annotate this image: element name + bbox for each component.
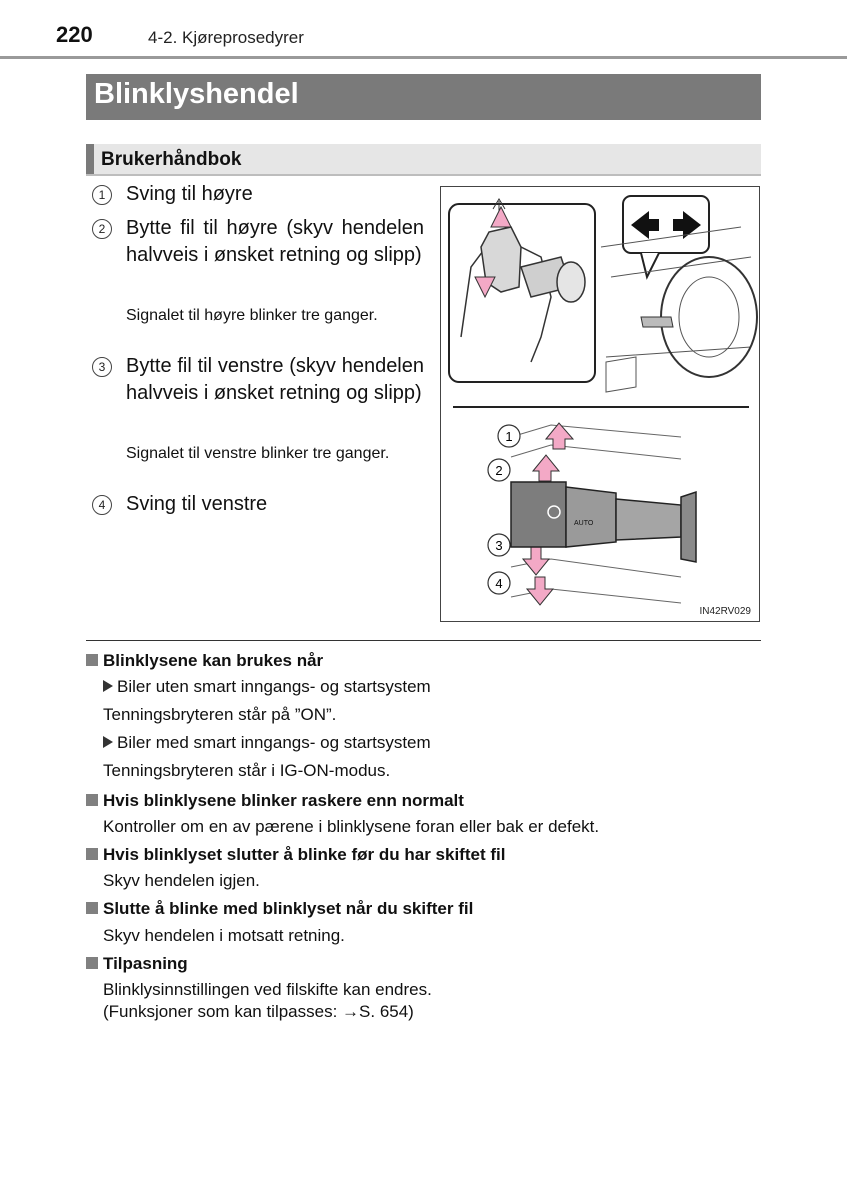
note-text-4: Skyv hendelen i motsatt retning. — [103, 926, 345, 945]
lever-illustration — [440, 186, 760, 622]
step-text-3: Bytte fil til venstre (skyv hendelen halvveis i ønsket retning og slipp) — [126, 355, 424, 404]
step-number-3: 3 — [92, 357, 112, 377]
note-heading-4: Slutte å blinke med blinklyset når du skifter fil — [86, 899, 473, 919]
step-note-2: Signalet til høyre blinker tre ganger. — [126, 307, 378, 324]
note-heading-2: Hvis blinklysene blinker raskere enn normalt — [86, 791, 464, 811]
square-bullet-icon — [86, 654, 98, 666]
note-heading-5: Tilpasning — [86, 954, 188, 974]
figure-label-1: 1 — [505, 429, 513, 444]
lever-illustration-drawing — [441, 187, 759, 621]
step-number-4: 4 — [92, 495, 112, 515]
section-title-bar — [86, 74, 761, 120]
square-bullet-icon — [86, 794, 98, 806]
note-text-5a: Blinklysinnstillingen ved filskifte kan endres. — [103, 980, 432, 999]
note-text-5b: (Funksjoner som kan tilpasses: →S. 654) — [103, 1002, 414, 1021]
square-bullet-icon — [86, 848, 98, 860]
step-text-1: Sving til høyre — [126, 183, 253, 205]
note-heading-1: Blinklysene kan brukes når — [86, 651, 323, 671]
square-bullet-icon — [86, 957, 98, 969]
figure-label-3: 3 — [495, 538, 503, 553]
note-text-1b: Tenningsbryteren står i IG-ON-modus. — [103, 761, 391, 780]
step-text-2: Bytte fil til høyre (skyv hendelen halvveis i ønsket retning og slipp) — [126, 217, 424, 266]
subsection-bar — [86, 144, 761, 176]
subsection-title: Brukerhåndbok — [101, 149, 242, 170]
step-number-2: 2 — [92, 219, 112, 239]
step-2 — [92, 215, 424, 269]
step-text-4: Sving til venstre — [126, 493, 268, 515]
figure-auto-label: AUTO — [574, 520, 594, 527]
chapter-title: 4-2. Kjøreprosedyrer — [148, 28, 304, 47]
page-number: 220 — [56, 22, 93, 47]
note-sub-2: Biler med smart inngangs- og startsystem — [103, 733, 431, 753]
note-text-2: Kontroller om en av pærene i blinklysene foran eller bak er defekt. — [103, 817, 600, 836]
section-divider — [86, 640, 761, 641]
step-note-3: Signalet til venstre blinker tre ganger. — [126, 445, 390, 462]
figure-label-4: 4 — [495, 576, 503, 591]
figure-label-2: 2 — [495, 463, 503, 478]
step-number-1: 1 — [92, 185, 112, 205]
section-title: Blinklyshendel — [94, 78, 299, 110]
triangle-bullet-icon — [103, 680, 113, 692]
note-text-1a: Tenningsbryteren står på ”ON”. — [103, 705, 337, 724]
header-divider — [0, 56, 847, 59]
figure-code: IN42RV029 — [699, 606, 751, 617]
step-3 — [92, 353, 424, 407]
step-4 — [92, 491, 424, 518]
triangle-bullet-icon — [103, 736, 113, 748]
note-heading-3: Hvis blinklyset slutter å blinke før du har skiftet fil — [86, 845, 505, 865]
note-text-3: Skyv hendelen igjen. — [103, 871, 260, 890]
note-sub-1: Biler uten smart inngangs- og startsystem — [103, 677, 431, 697]
step-1 — [92, 181, 424, 208]
square-bullet-icon — [86, 902, 98, 914]
subsection-marker — [86, 144, 94, 174]
